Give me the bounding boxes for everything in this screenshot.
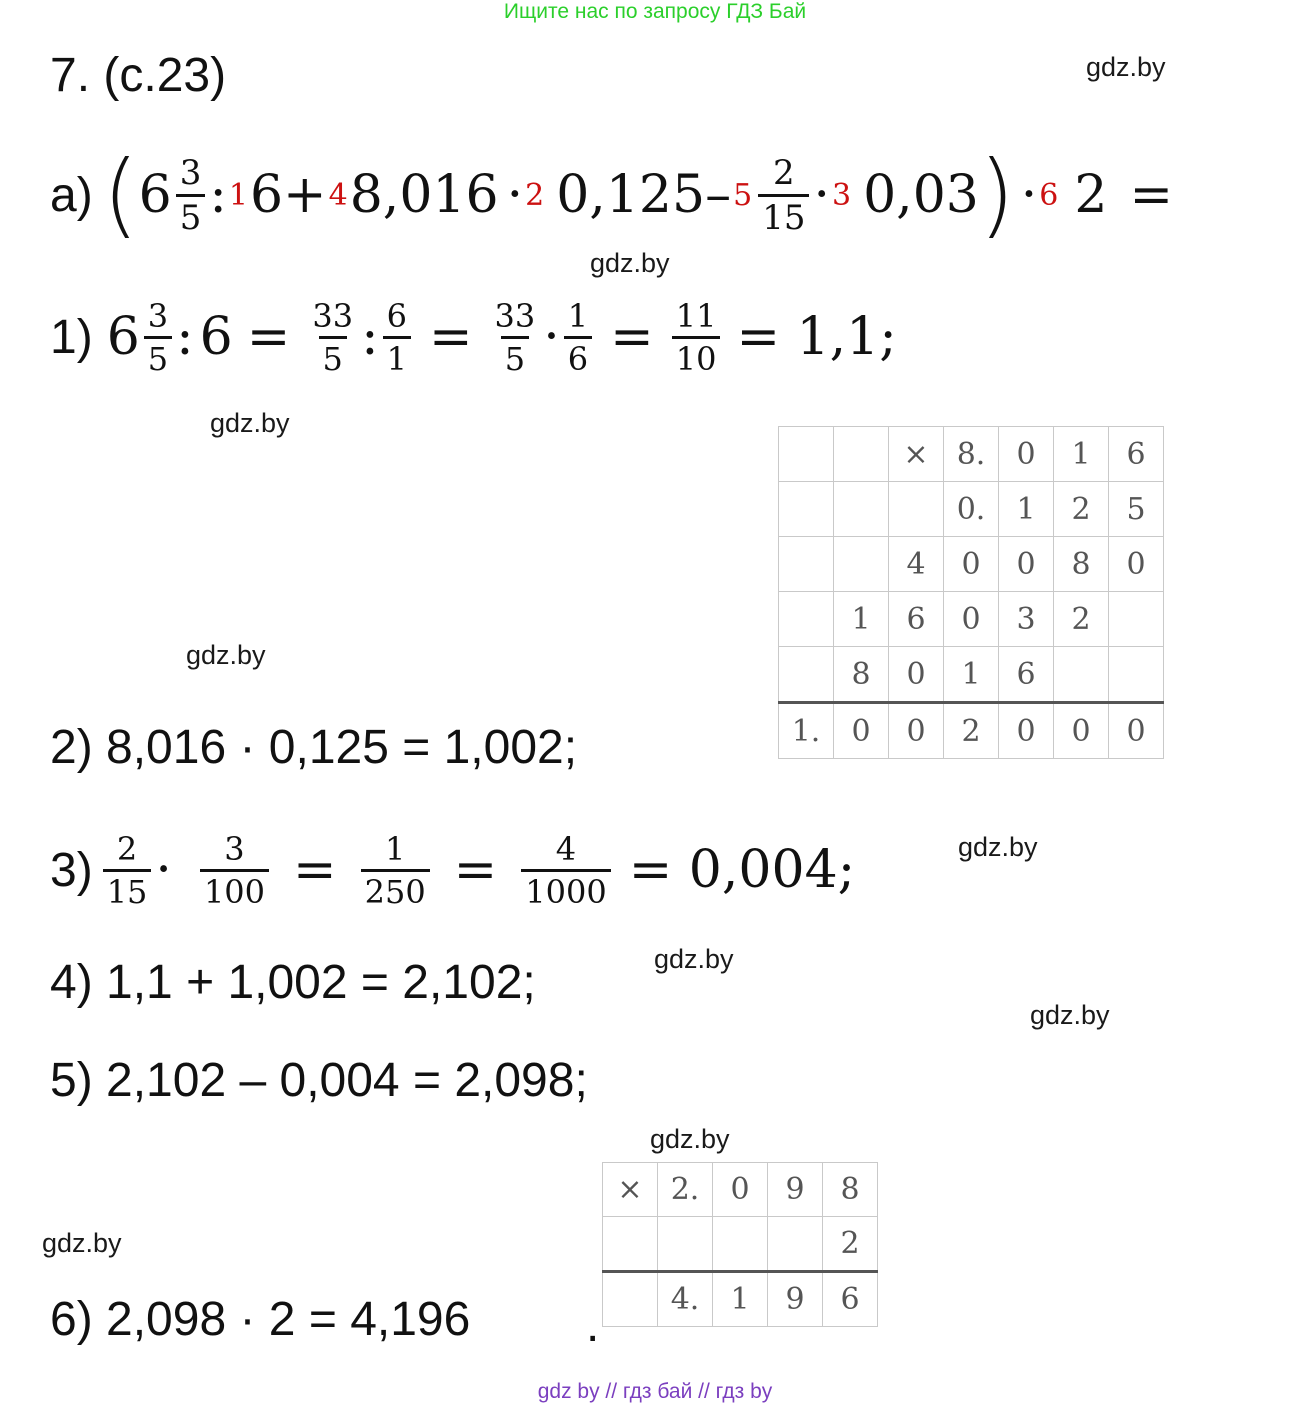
table-cell: 5 [1109, 482, 1164, 537]
table-cell: 8. [944, 427, 999, 482]
fraction: $\frac{1}{250}$ [361, 833, 430, 908]
table-cell [603, 1272, 658, 1327]
table-cell [779, 537, 834, 592]
table-cell: 1 [944, 647, 999, 703]
fraction: $\frac{3}{100}$ [200, 833, 269, 908]
table-cell: 0. [944, 482, 999, 537]
table-cell: 2 [944, 703, 999, 759]
watermark: gdz.by [1030, 1000, 1110, 1030]
table-cell: 2 [1054, 592, 1109, 647]
table-cell: 6 [999, 647, 1054, 703]
table-cell [1109, 647, 1164, 703]
table-row [779, 427, 1164, 482]
fraction: $\frac{3}{5}$ [176, 156, 206, 235]
close-paren: ) [978, 141, 1015, 248]
table-cell: × [603, 1163, 658, 1217]
table-cell [779, 647, 834, 703]
table-row [779, 703, 1164, 759]
table-cell [658, 1217, 713, 1272]
table-row [779, 592, 1164, 647]
operation-order: 4 [328, 177, 348, 213]
table-cell: 4 [889, 537, 944, 592]
table-cell: 1 [1054, 427, 1109, 482]
table-cell: 0 [1109, 537, 1164, 592]
step-3: 3) $\frac{2}{15}$ · $\frac{3}{100}$ = $\frac{1}{250}$ = $\frac{4}{1000}$ = 0,004; [50, 829, 856, 911]
operand: 0,125 [556, 165, 706, 225]
table-cell [779, 482, 834, 537]
table-cell: 0 [999, 427, 1054, 482]
operation-order: 1 [228, 177, 248, 213]
table-cell: 0 [834, 703, 889, 759]
search-banner[interactable]: Ищите нас по запросу ГДЗ Бай [503, 0, 807, 23]
watermark: gdz.by [42, 1228, 122, 1258]
operation-order: 6 [1039, 177, 1059, 213]
table-cell: 0 [1109, 703, 1164, 759]
watermark: gdz.by [650, 1124, 730, 1154]
expression-label: а) [50, 168, 93, 222]
watermark: gdz.by [958, 832, 1038, 862]
table-cell [889, 482, 944, 537]
mixed-whole: 6 [138, 165, 172, 225]
table-cell: 1 [834, 592, 889, 647]
footer-links[interactable]: gdz by // гдз бай // гдз by [537, 1380, 773, 1403]
step-2: 2) 8,016 · 0,125 = 1,002; [50, 721, 578, 774]
table-cell: 2 [1054, 482, 1109, 537]
watermark: gdz.by [210, 408, 290, 438]
table-cell [834, 482, 889, 537]
table-row [779, 647, 1164, 703]
fraction: $\frac{2}{15}$ [758, 156, 809, 235]
fraction: $\frac{33}{5}$ [312, 296, 354, 378]
operator: : [209, 165, 227, 225]
table-cell [1054, 647, 1109, 703]
fraction: $\frac{11}{10}$ [672, 300, 721, 375]
multiplication-table-1 [778, 426, 1164, 759]
operator: – [705, 165, 732, 225]
operator: · [1020, 165, 1038, 225]
table-cell: 0 [999, 537, 1054, 592]
table-cell: 1 [999, 482, 1054, 537]
operator: · [506, 165, 524, 225]
table-cell: 9 [768, 1163, 823, 1217]
table-cell: 2. [658, 1163, 713, 1217]
table-cell [768, 1217, 823, 1272]
table-cell [713, 1217, 768, 1272]
table-row [779, 482, 1164, 537]
table-cell: 8 [1054, 537, 1109, 592]
table-cell [834, 427, 889, 482]
table-cell [779, 427, 834, 482]
step-4: 4) 1,1 + 1,002 = 2,102; [50, 956, 536, 1009]
operand: 0,03 [863, 165, 979, 225]
multiplication-table-2 [602, 1162, 878, 1327]
operand: 2 [1074, 165, 1108, 225]
open-paren: ( [102, 141, 139, 248]
table-cell [834, 537, 889, 592]
operation-order: 5 [733, 177, 753, 213]
table-cell: 6 [889, 592, 944, 647]
watermark: gdz.by [590, 248, 670, 278]
table-cell: 8 [834, 647, 889, 703]
task-title: 7. (с.23) [50, 49, 227, 102]
fraction: $\frac{6}{1}$ [383, 300, 411, 375]
operator: · [813, 165, 830, 225]
equals-sign: = [1129, 165, 1174, 225]
table-cell: 3 [999, 592, 1054, 647]
table-cell: 4. [658, 1272, 713, 1327]
operator: + [283, 165, 327, 225]
fraction: $\frac{33}{5}$ [494, 296, 536, 378]
table-row [603, 1163, 878, 1217]
table-cell: 0 [889, 647, 944, 703]
table-cell: 6 [1109, 427, 1164, 482]
table-cell: 6 [823, 1272, 878, 1327]
table-cell [779, 592, 834, 647]
table-cell: 2 [823, 1217, 878, 1272]
fraction: $\frac{2}{15}$ [103, 833, 152, 908]
step-1: 1) 6 $\frac{3}{5}$ : 6 = $\frac{33}{5}$ : $\frac{6}{1}$ = $\frac{33}{5}$ · $\frac{1}{6}$ = $\frac{11}{10}$ = 1,1; [50, 296, 897, 378]
watermark: gdz.by [186, 640, 266, 670]
step-5: 5) 2,102 – 0,004 = 2,098; [50, 1054, 588, 1107]
table-cell: 1. [779, 703, 834, 759]
table-row [603, 1217, 878, 1272]
table-row [779, 537, 1164, 592]
expression-a [50, 140, 1173, 250]
table-row [603, 1272, 878, 1327]
table-cell: 8 [823, 1163, 878, 1217]
table-cell: 0 [944, 592, 999, 647]
operation-order: 2 [525, 177, 545, 213]
table-cell: 0 [713, 1163, 768, 1217]
table-cell: 0 [1054, 703, 1109, 759]
fraction: $\frac{4}{1000}$ [521, 833, 610, 908]
table-cell: 0 [999, 703, 1054, 759]
table-cell: 9 [768, 1272, 823, 1327]
operand: 6 [249, 165, 284, 225]
operation-order: 3 [831, 177, 852, 213]
watermark: gdz.by [654, 944, 734, 974]
operand: 8,016 [349, 165, 499, 225]
table-cell [603, 1217, 658, 1272]
table-cell: 0 [889, 703, 944, 759]
table-cell: × [889, 427, 944, 482]
table-cell [1109, 592, 1164, 647]
fraction: $\frac{1}{6}$ [564, 300, 592, 375]
watermark: gdz.by [1086, 52, 1166, 82]
step-6: 6) 2,098 · 2 = 4,196 [50, 1293, 471, 1346]
table-cell: 1 [713, 1272, 768, 1327]
fraction: $\frac{3}{5}$ [144, 300, 172, 375]
table-cell: 0 [944, 537, 999, 592]
step-6-period: . [586, 1299, 600, 1352]
